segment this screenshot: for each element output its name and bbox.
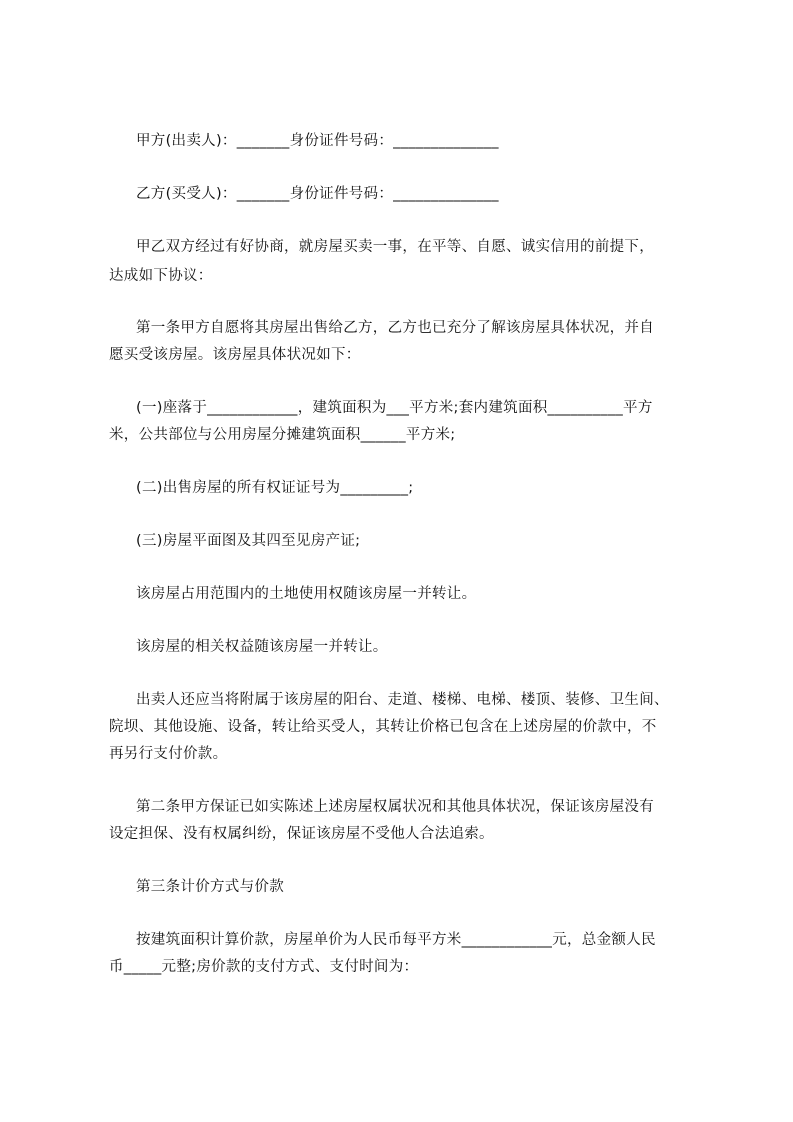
item-1-line-1: (一)座落于____________，建筑面积为___平方米;套内建筑面积__________平方	[136, 400, 653, 416]
price-line-2: 币_____元整;房价款的支付方式、支付时间为：	[109, 959, 419, 975]
land-use-line: 该房屋占用范围内的土地使用权随该房屋一并转让。	[136, 586, 477, 602]
article-3-heading: 第三条计价方式与价款	[136, 879, 284, 895]
item-1-line-2: 米，公共部位与公用房屋分摊建筑面积______平方米;	[109, 427, 456, 443]
attachments-line-2: 院坝、其他设施、设备，转让给买受人，其转让价格已包含在上述房屋的价款中，不	[109, 719, 657, 735]
item-3-line: (三)房屋平面图及其四至见房产证;	[136, 533, 361, 549]
intro-line-1: 甲乙双方经过有好协商，就房屋买卖一事，在平等、自愿、诚实信用的前提下，	[136, 239, 654, 255]
article-2-line-1: 第二条甲方保证已如实陈述上述房屋权属状况和其他具体状况，保证该房屋没有	[136, 799, 654, 815]
party-a-line: 甲方(出卖人)：_______身份证件号码：______________	[136, 133, 499, 149]
article-2-line-2: 设定担保、没有权属纠纷，保证该房屋不受他人合法追索。	[109, 826, 494, 842]
article-1-line-1: 第一条甲方自愿将其房屋出售给乙方，乙方也已充分了解该房屋具体状况，并自	[136, 320, 654, 336]
attachments-line-3: 再另行支付价款。	[109, 746, 228, 762]
rights-line: 该房屋的相关权益随该房屋一并转让。	[136, 639, 388, 655]
party-b-line: 乙方(买受人)：_______身份证件号码：______________	[136, 186, 499, 202]
article-1-line-2: 愿买受该房屋。该房屋具体状况如下：	[109, 347, 361, 363]
price-line-1: 按建筑面积计算价款，房屋单价为人民币每平方米____________元，总金额人民	[136, 932, 656, 948]
attachments-line-1: 出卖人还应当将附属于该房屋的阳台、走道、楼梯、电梯、楼顶、装修、卫生间、	[136, 692, 669, 708]
item-2-line: (二)出售房屋的所有权证证号为_________;	[136, 480, 414, 496]
intro-line-2: 达成如下协议：	[109, 268, 213, 284]
